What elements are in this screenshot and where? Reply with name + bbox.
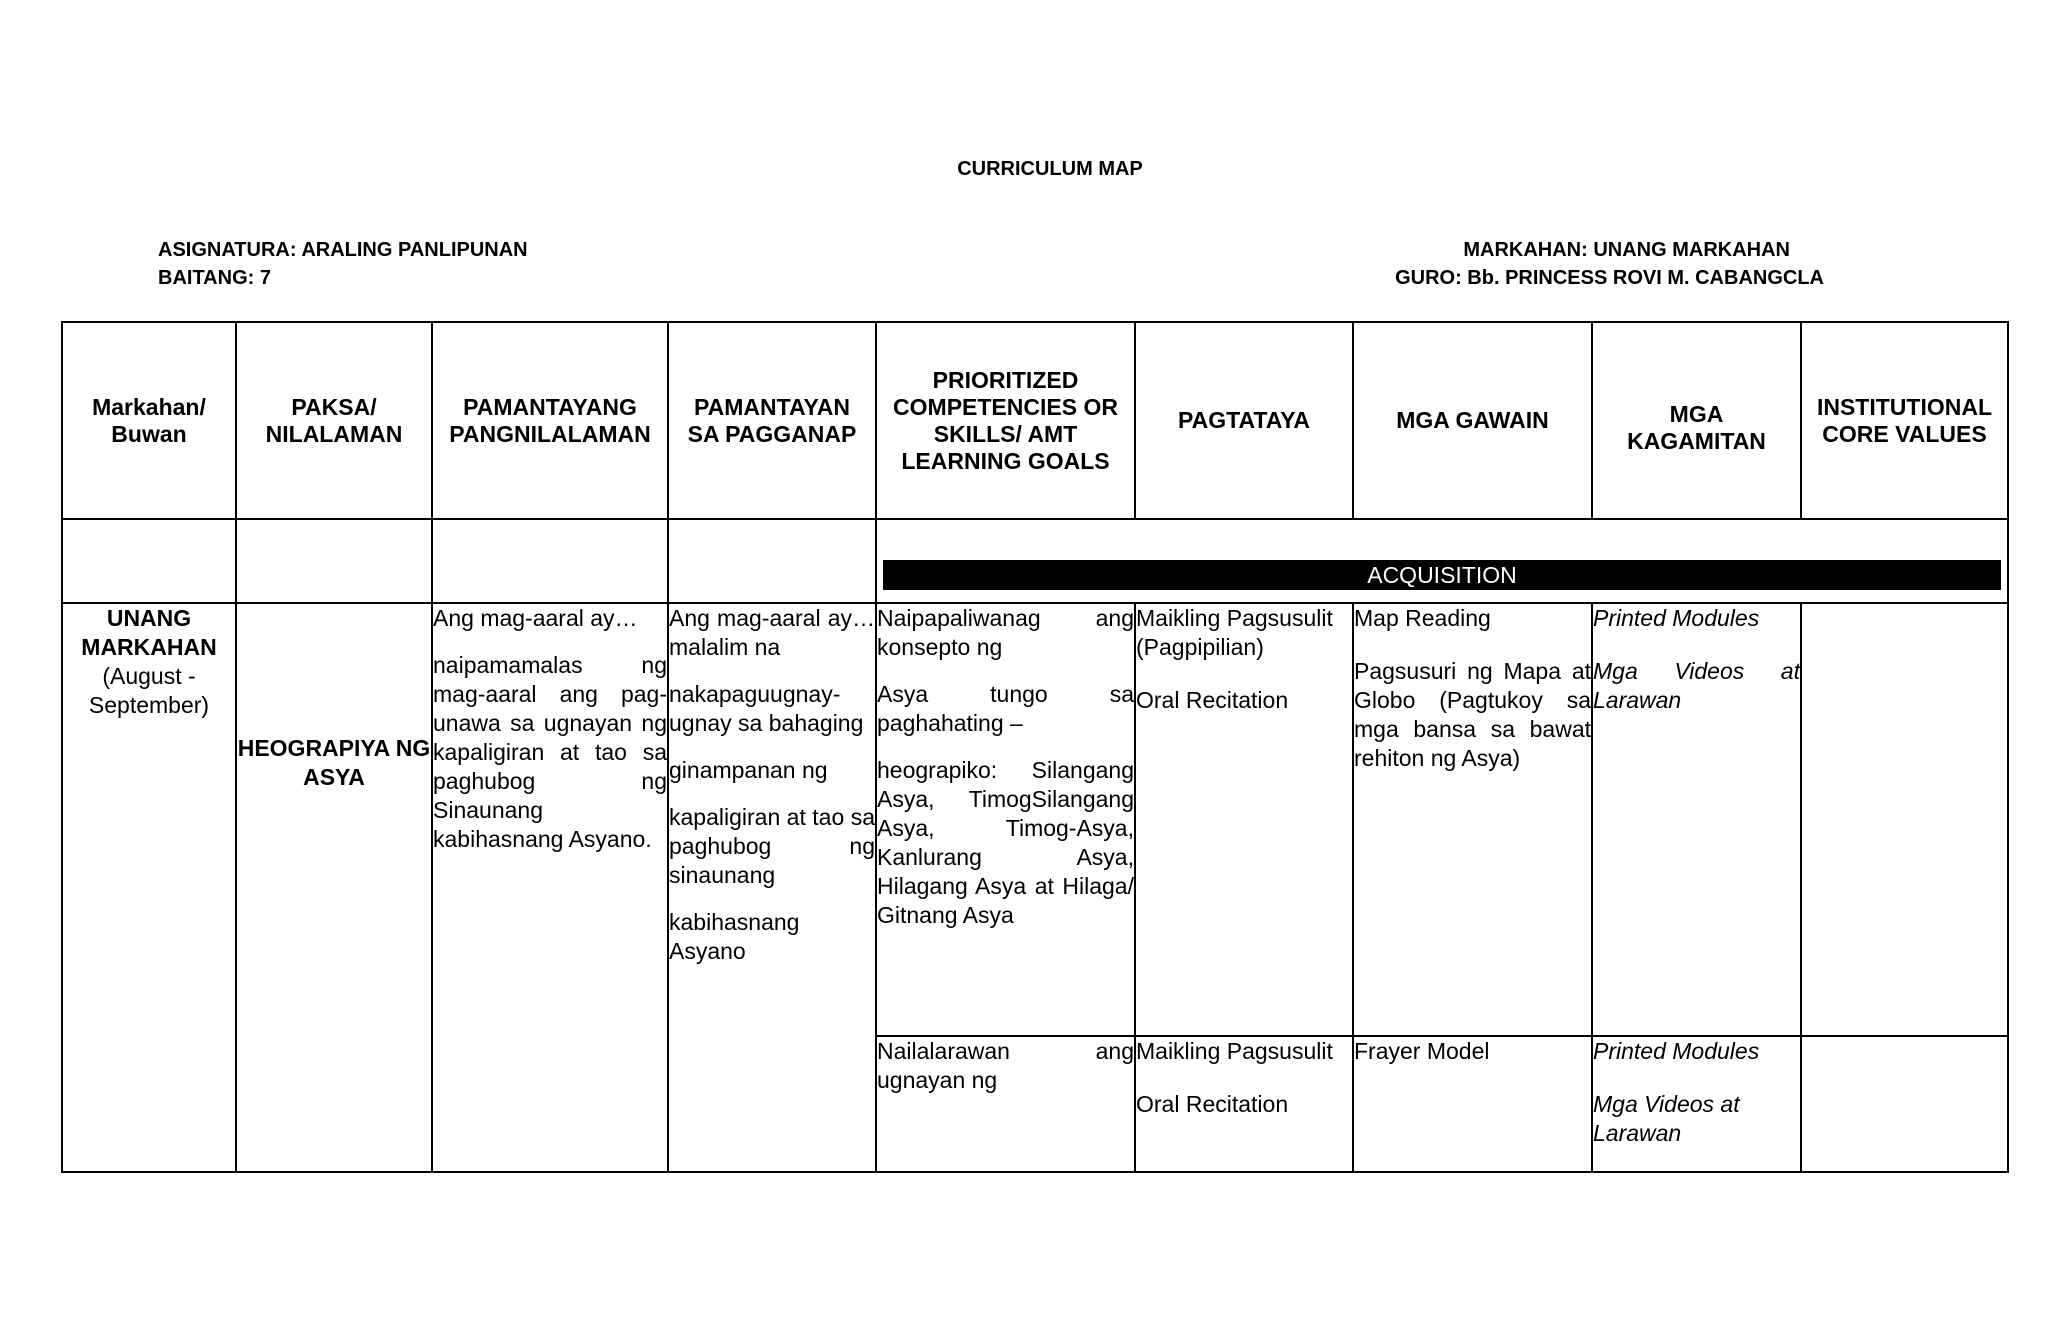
curriculum-table [61,321,2009,1173]
header-kagamitan: MGA KAGAMITAN [1592,322,1801,519]
markahan-months: (August - September) [88,663,210,718]
paksa-text: HEOGRAPIYA NG ASYA [237,735,431,790]
competency-text-4: Nailalarawan ang ugnayan ng [877,1038,1134,1093]
empty-cell [236,519,432,603]
kagamitan-text-3: Printed Modules [1593,1038,1760,1064]
header-paksa: PAKSA/ NILALAMAN [236,322,432,519]
pagganap-text-1: Ang mag-aaral ay… malalim na [669,605,875,660]
competency-text-2: Asya tungo sa paghahating – [877,681,1134,736]
values-cell-1 [1801,603,2008,1036]
pagtataya-text-1: Maikling Pagsusulit (Pagpipilian) [1136,605,1333,660]
header-row [62,322,2008,519]
header-pagtataya: PAGTATAYA [1135,322,1353,519]
header-markahan: Markahan/ Buwan [62,322,236,519]
empty-cell [668,519,876,603]
kagamitan-text-2: Mga Videos at Larawan [1593,658,1800,713]
asignatura-label: ASIGNATURA: ARALING PANLIPUNAN [158,239,528,261]
acquisition-row [62,519,2008,603]
document-title: CURRICULUM MAP [957,158,1143,180]
kagamitan-cell-2 [1592,1036,1801,1172]
pagganap-text-4: kapaligiran at tao sa paghubog ng sinaunang [669,804,875,888]
pangnilalaman-text: naipamamalas ng mag-aaral ang pag-unawa sa ugnayan ng kapaligiran at tao sa paghubog ng Sinaunang kabihasnang Asyano. [433,652,667,852]
pagganap-cell [668,603,876,1172]
pagtataya-text-2: Oral Recitation [1136,687,1289,713]
markahan-label: MARKAHAN: UNANG MARKAHAN [1463,239,1790,261]
pagtataya-cell-1 [1135,603,1353,1036]
acquisition-cell [876,519,2008,603]
gawain-cell-2 [1353,1036,1592,1172]
baitang-label: BAITANG: 7 [158,267,271,289]
competency-text-1: Naipapaliwanag ang konsepto ng [877,605,1134,660]
header-values: INSTITUTIONAL CORE VALUES [1801,322,2008,519]
header-gawain: MGA GAWAIN [1353,322,1592,519]
pagganap-text-3: ginampanan ng [669,757,828,783]
markahan-title: UNANG MARKAHAN [81,605,217,660]
pagganap-text-5: kabihasnang Asyano [669,909,800,964]
meta-right [1395,236,1824,292]
pagtataya-text-3: Maikling Pagsusulit [1136,1038,1333,1064]
pagganap-text-2: nakapaguugnay-ugnay sa bahaging [669,681,864,736]
markahan-cell [62,603,236,1172]
competency-text-3: heograpiko: Silangang Asya, TimogSilangang Asya, Timog-Asya, Kanlurang Asya, Hilagang Asya at Hilaga/ Gitnang Asya [877,757,1134,928]
paksa-cell [236,603,432,1172]
content-row-1 [62,603,2008,1036]
header-competencies: PRIORITIZED COMPETENCIES OR SKILLS/ AMT LEARNING GOALS [876,322,1135,519]
gawain-text-3: Frayer Model [1354,1038,1490,1064]
gawain-text-2: Pagsusuri ng Mapa at Globo (Pagtukoy sa mga bansa sa bawat rehiton ng Asya) [1354,658,1591,771]
competency-cell-1 [876,603,1135,1036]
pangnilalaman-cell [432,603,668,1172]
pagtataya-cell-2 [1135,1036,1353,1172]
gawain-text-1: Map Reading [1354,605,1491,631]
empty-cell [62,519,236,603]
header-pagganap: PAMANTAYAN SA PAGGANAP [668,322,876,519]
values-cell-2 [1801,1036,2008,1172]
meta-left [158,236,528,292]
competency-cell-2 [876,1036,1135,1172]
kagamitan-text-1: Printed Modules [1593,605,1760,631]
gawain-cell-1 [1353,603,1592,1036]
kagamitan-cell-1 [1592,603,1801,1036]
kagamitan-text-4: Mga Videos at Larawan [1593,1091,1740,1146]
header-pangnilalaman: PAMANTAYANG PANGNILALAMAN [432,322,668,519]
empty-cell [432,519,668,603]
guro-label: GURO: Bb. PRINCESS ROVI M. CABANGCLA [1395,267,1824,289]
pagtataya-text-4: Oral Recitation [1136,1091,1289,1117]
pangnilalaman-intro: Ang mag-aaral ay… [433,605,638,631]
acquisition-bar: ACQUISITION [883,560,2001,590]
